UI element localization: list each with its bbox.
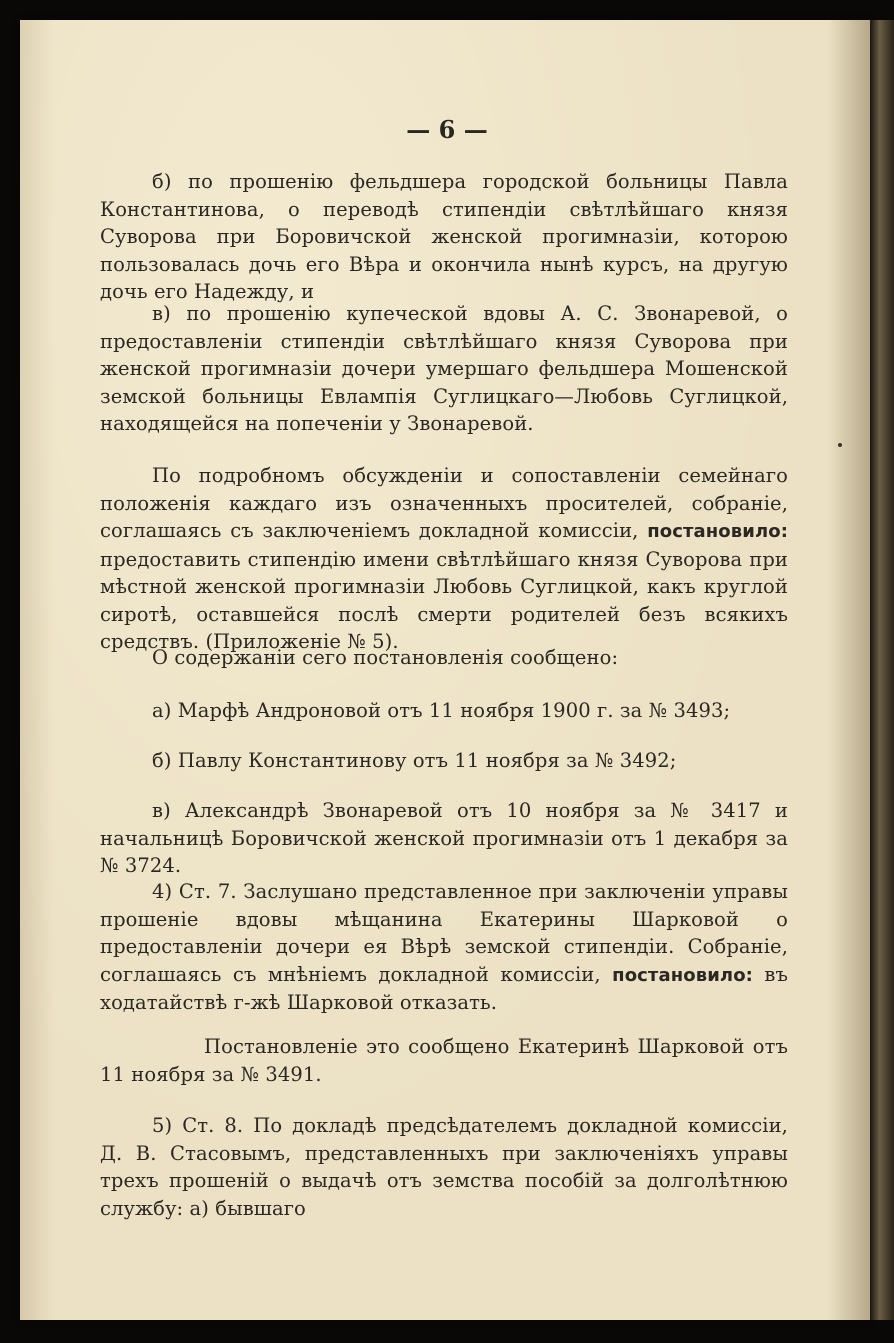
paragraph-v-zvonareva: в) по прошенію купеческой вдовы А. С. Звонаревой, о предоставленіи стипендіи свѣтлѣйшаго князя Суворова при женской прогимназіи дочери умершаго фельдшера Мошенской земской больницы Евлампія Суглицкаго—Любовь Суглицкой, находящейся на попеченіи у Звонаревой. xyxy=(100,302,788,435)
paragraph-article-8: 5) Ст. 8. По докладѣ предсѣдателемъ докладной комиссіи, Д. В. Стасовымъ, представленныхъ при заключеніяхъ управы трехъ прошеній о выдачѣ отъ земства пособій за долголѣтнюю службу: а) бывшаго xyxy=(100,1114,788,1220)
paragraph-article-7 xyxy=(100,878,788,1017)
book-spine xyxy=(870,20,894,1320)
resolution-1-text-start: По подробномъ обсужденіи и сопоставленіи семейнаго положенія каждаго изъ означенныхъ просителей, собраніе, соглашаясь съ заключеніемъ докладной комиссіи, xyxy=(100,464,788,542)
notification-item-b: б) Павлу Константинову отъ 11 ноября за № 3492; xyxy=(152,749,677,772)
notification-item-v: в) Александрѣ Звонаревой отъ 10 ноября за № 3417 и начальницѣ Боровичской женской прогимназіи отъ 1 декабря за № 3724. xyxy=(100,799,788,877)
article-7-text-end: въ ходатайствѣ г-жѣ Шарковой отказать. xyxy=(100,962,788,1014)
notification-item-a: а) Марфѣ Андроновой отъ 11 ноября 1900 г. за № 3493; xyxy=(152,699,731,722)
margin-ink-spot xyxy=(838,443,842,447)
article-7-text-start: 4) Ст. 7. Заслушано представленное при заключеніи управы прошеніе вдовы мѣщанина Екатерины Шарковой о предоставленіи дочери ея Вѣрѣ земской стипендіи. Собраніе, соглашаясь съ мнѣніемъ докладной комиссіи, xyxy=(100,880,788,986)
article-7-keyword: постановило: xyxy=(612,964,753,986)
paragraph-b-konstantinov: б) по прошенію фельдшера городской больницы Павла Константинова, о переводѣ стипендіи свѣтлѣйшаго князя Суворова при Боровичской женской прогимназіи, которою пользовалась дочь его Вѣра и окончила нынѣ курсъ, на другую дочь его Надежду, и xyxy=(100,170,788,303)
resolution-1-keyword: постановило: xyxy=(647,521,788,542)
paragraph-resolution-1 xyxy=(100,462,788,656)
resolution-1-text-end: предоставить стипендію имени свѣтлѣйшаго князя Суворова при мѣстной женской прогимназіи Любовь Суглицкой, какъ круглой сиротѣ, оставшейся послѣ смерти родителей безъ всякихъ средствъ. (Приложеніе № 5). xyxy=(100,547,788,653)
page-number: — 6 — xyxy=(406,115,488,144)
paragraph-notification-heading: О содержаніи сего постановленія сообщено: xyxy=(152,646,619,669)
paragraph-sharkova-notice: Постановленіе это сообщено Екатеринѣ Шарковой отъ 11 ноября за № 3491. xyxy=(100,1035,788,1086)
